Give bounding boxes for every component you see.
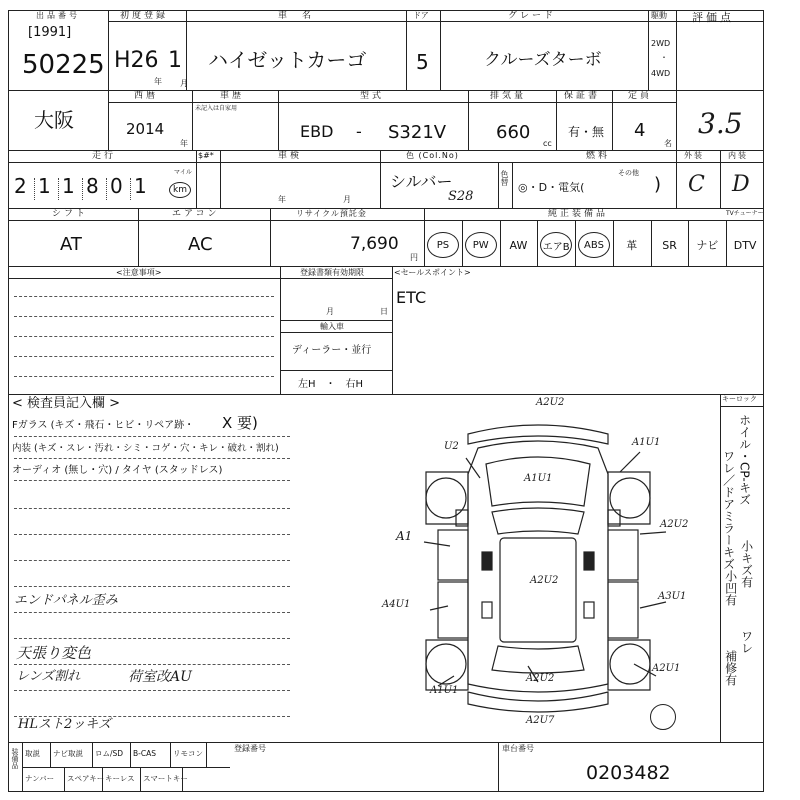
car-roof xyxy=(500,538,576,642)
model-label: 型式 xyxy=(360,91,385,101)
capacity: 4 xyxy=(634,120,646,141)
legend-item: 小凹有 xyxy=(723,570,738,606)
remark-lens: レンズ割れ xyxy=(16,669,81,684)
location: 大阪 xyxy=(34,108,74,132)
fuel-other-label: その他 xyxy=(618,169,639,177)
auction-label: 出品番号 xyxy=(36,11,80,20)
footer-item: 取説 xyxy=(25,749,40,758)
mark-bumper: A2U7 xyxy=(526,715,555,726)
fuel-close: ) xyxy=(654,174,662,195)
drive-label: 駆動 xyxy=(651,11,667,20)
sales-label: <セールスポイント> xyxy=(394,268,471,277)
mark-rear-center: A2U2 xyxy=(526,673,555,684)
car-rear-window xyxy=(492,646,584,673)
remark-end-panel: エンドパネル歪み xyxy=(14,593,118,608)
reg-day-label: 日 xyxy=(380,307,388,316)
auction-year: [1991] xyxy=(28,25,72,40)
legend-item: ワレ／ドアミラーキズ xyxy=(721,450,736,570)
history-note: 未記入は自家用 xyxy=(195,105,238,112)
ext-label: 外装 xyxy=(684,151,704,160)
cc-unit: cc xyxy=(543,139,552,148)
inspection-month-unit: 月 xyxy=(343,195,351,204)
equipment-item: ナビ xyxy=(696,239,719,252)
equipment-item: ABS xyxy=(578,232,610,258)
equipment-item: DTV xyxy=(733,239,757,252)
legend-item: ホイル・CP-キズ xyxy=(737,414,752,506)
odometer-digit: 2 xyxy=(14,174,27,198)
mark-hood: A1U1 xyxy=(524,473,553,484)
equipment-item: SR xyxy=(662,239,677,252)
leader-left-front xyxy=(424,542,450,546)
legend-item: ワレ xyxy=(739,630,754,654)
door-count: 5 xyxy=(416,50,429,74)
car-left-fender xyxy=(426,472,468,524)
remark-headlight: HLスト2ッキズ xyxy=(18,717,111,732)
prev-label: $#* xyxy=(198,151,214,160)
grade-label: グレード xyxy=(508,11,557,21)
drive-4wd: 4WD xyxy=(651,69,671,78)
footer-item: ナビ取説 xyxy=(53,749,83,758)
car-left-quarter xyxy=(426,640,468,690)
recycle-label: リサイクル預託金 xyxy=(296,209,367,218)
yen-unit: 円 xyxy=(410,253,418,262)
inspector-title: < 検査員記入欄 > xyxy=(12,396,121,411)
model-year: 2014 xyxy=(126,120,165,138)
inspection-label: 車検 xyxy=(278,151,303,161)
capacity-unit: 名 xyxy=(664,139,672,148)
first-reg-label: 初度登録 xyxy=(120,11,169,21)
car-name: ハイゼットカーゴ xyxy=(208,48,367,72)
leader-right-front xyxy=(640,532,666,534)
model-prefix: EBD xyxy=(300,122,334,141)
mark-center: A2U2 xyxy=(530,575,559,586)
capacity-label: 定員 xyxy=(628,91,653,101)
leader-left-rear xyxy=(430,606,448,610)
score-label: 評価点 xyxy=(692,11,734,24)
mileage-label: 走行 xyxy=(92,151,117,161)
odometer-digit: 1 xyxy=(38,174,51,198)
audio-line: オーディオ (無し・穴) / タイヤ (スタッドレス) xyxy=(12,465,223,476)
footer-item: B-CAS xyxy=(133,749,156,758)
inspection-year-unit: 年 xyxy=(278,195,286,204)
equipment-item: エアB xyxy=(540,232,572,258)
ext-grade: C xyxy=(688,172,705,197)
chassis-label: 車台番号 xyxy=(502,744,534,753)
first-reg-month: 1 xyxy=(168,48,182,73)
footer-item: リモコン xyxy=(173,749,203,758)
glass-need: X 要) xyxy=(222,414,258,432)
equipment-item: AW xyxy=(509,239,528,252)
year-unit: 年 xyxy=(154,77,162,86)
mark-right-rear: A3U1 xyxy=(658,591,687,602)
reg-expiry-label: 登録書類有効期限 xyxy=(300,268,364,277)
remark-cargo: 荷室改AU xyxy=(128,669,192,685)
mark-u2: U2 xyxy=(444,441,459,452)
sales-point: ETC xyxy=(396,288,427,307)
legend-item: 小キズ有 xyxy=(739,540,754,588)
history-label: 車歴 xyxy=(220,91,245,101)
tuner-label: TVチューナー xyxy=(726,210,764,217)
warranty-label: 保証書 xyxy=(564,91,601,101)
mark-rr-right: A2U1 xyxy=(652,663,681,674)
equipment-item: 革 xyxy=(626,239,638,252)
import-dealer: ディーラー・並行 xyxy=(292,345,372,356)
car-right-step-front xyxy=(584,552,594,570)
mark-right-front: A2U2 xyxy=(660,519,689,530)
reg-no-label: 登録番号 xyxy=(234,744,266,753)
color: シルバー xyxy=(390,172,453,191)
mark-left-rear: A4U1 xyxy=(382,599,411,610)
seireki-label: 西暦 xyxy=(134,91,159,101)
reg-month-label: 月 xyxy=(326,307,334,316)
shift-label: シフト xyxy=(52,209,89,219)
mark-rr-left: A1U1 xyxy=(430,685,459,696)
footer-item: スペアキー xyxy=(67,774,105,783)
displacement-label: 排気量 xyxy=(490,91,527,101)
color-label: 色 (Col.No) xyxy=(406,151,459,160)
car-right-front-door xyxy=(608,530,638,580)
mileage-unit-km: km xyxy=(169,182,191,198)
leader-right-rear xyxy=(640,602,666,608)
int-grade: D xyxy=(732,172,750,197)
leader-front-right xyxy=(620,452,640,472)
keylock-label: キーロック xyxy=(722,395,757,403)
model-dash: - xyxy=(356,122,362,141)
ac: AC xyxy=(188,234,213,255)
auction-sheet xyxy=(8,10,764,792)
displacement: 660 xyxy=(496,122,531,143)
drive-sep: ・ xyxy=(660,53,668,62)
wheel-rear-right xyxy=(610,644,650,684)
car-left-rear-door xyxy=(438,582,468,638)
car-rear-bumper xyxy=(468,692,608,712)
color-change-label: 色替 xyxy=(500,170,509,186)
footer-equip-label: 装備品 xyxy=(11,748,19,769)
car-left-step-rear xyxy=(482,602,492,618)
grade: クルーズターボ xyxy=(484,50,602,70)
first-reg-era: H26 xyxy=(114,48,159,73)
model-code: S321V xyxy=(388,122,447,143)
car-right-step-rear xyxy=(584,602,594,618)
footer-item: スマートキー xyxy=(143,774,188,783)
caution-label: <注意事項> xyxy=(116,268,162,277)
recycle-fee: 7,690 xyxy=(350,234,399,254)
warranty: 有・無 xyxy=(568,125,605,139)
mark-left-front: A1 xyxy=(396,529,413,543)
door-label: ドア xyxy=(413,11,429,20)
odometer-digit: 0 xyxy=(110,174,123,198)
lot-number: 50225 xyxy=(22,50,105,80)
car-name-label: 車 名 xyxy=(278,11,315,21)
odometer-digit: 1 xyxy=(62,174,75,198)
odometer-digit: 1 xyxy=(134,174,147,198)
car-windshield xyxy=(492,508,584,534)
month-unit: 月 xyxy=(180,79,188,88)
mark-top: A2U2 xyxy=(536,397,565,408)
wheel-rear-left xyxy=(426,644,466,684)
odometer-digit: 8 xyxy=(86,174,99,198)
car-left-step-front xyxy=(482,552,492,570)
legend-item: 補修有 xyxy=(723,650,738,686)
fuel-label: 燃料 xyxy=(586,151,611,161)
remark-ceiling: 天張り変色 xyxy=(16,644,92,662)
fuel-options: ◎・D・電気( xyxy=(518,181,585,194)
equipment-item: PW xyxy=(465,232,497,258)
footer-item: ナンバー xyxy=(25,774,55,783)
stamp-circle xyxy=(650,704,676,730)
car-left-front-door xyxy=(438,530,468,580)
color-code: S28 xyxy=(448,189,474,204)
interior-line: 内装 (キズ・スレ・汚れ・シミ・コゲ・穴・キレ・破れ・割れ) xyxy=(12,443,279,454)
wheel-front-right xyxy=(610,478,650,518)
shift: AT xyxy=(60,234,82,255)
wheel-front-left xyxy=(426,478,466,518)
footer-item: キーレス xyxy=(105,774,135,783)
car-right-fender xyxy=(608,472,650,524)
ac-label: エアコン xyxy=(172,209,220,219)
car-right-quarter xyxy=(608,640,650,690)
int-label: 内装 xyxy=(728,151,748,160)
glass-line: Fガラス (キズ・飛石・ヒビ・リペア跡・ xyxy=(12,420,195,431)
steering: 左H ・ 右H xyxy=(298,379,364,390)
year-unit-2: 年 xyxy=(180,139,188,148)
mileage-unit-mile: マイル xyxy=(174,169,192,176)
car-right-rear-door xyxy=(608,582,638,638)
chassis-number: 0203482 xyxy=(586,762,671,784)
footer-item: ロム/SD xyxy=(95,749,124,758)
drive-2wd: 2WD xyxy=(651,39,671,48)
score-value: 3.5 xyxy=(698,107,743,140)
mark-front-right: A1U1 xyxy=(632,437,661,448)
equipment-item: PS xyxy=(427,232,459,258)
equipment-label: 純正装備品 xyxy=(548,209,609,219)
import-label: 輸入車 xyxy=(320,322,344,331)
